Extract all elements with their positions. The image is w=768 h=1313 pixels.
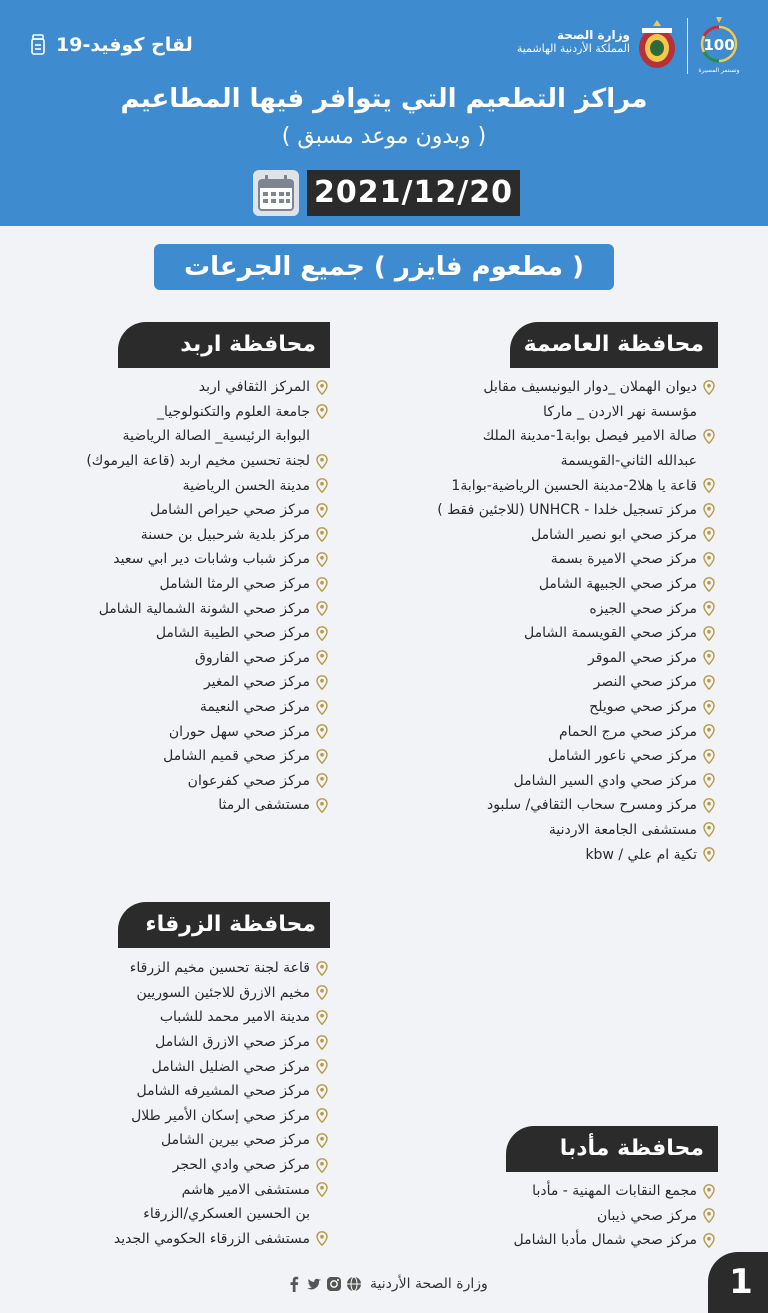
center-item [86, 769, 328, 794]
center-item [437, 498, 715, 523]
location-pin-icon [703, 650, 715, 665]
location-pin-icon [703, 527, 715, 542]
location-pin-icon [703, 429, 715, 444]
location-pin-icon [316, 404, 328, 419]
location-pin-icon [703, 503, 715, 518]
location-pin-icon [316, 527, 328, 542]
center-name: مركز صحي بيرين الشامل [161, 1132, 310, 1149]
center-name: مستشفى الرمثا [218, 797, 310, 814]
covid-label-text: لقاح كوفيد-19 [56, 34, 193, 56]
location-pin-icon [316, 1010, 328, 1025]
location-pin-icon [703, 1233, 715, 1248]
location-pin-icon [703, 675, 715, 690]
center-name: مركز صحي المغير [203, 674, 310, 691]
center-item [437, 744, 715, 769]
location-pin-icon [703, 847, 715, 862]
location-pin-icon [703, 1208, 715, 1223]
center-name: مركز صحي الازرق الشامل [155, 1034, 310, 1051]
location-pin-icon [316, 577, 328, 592]
vaccine-banner: ( مطعوم فايزر ) جميع الجرعات [154, 244, 614, 290]
location-pin-icon [703, 700, 715, 715]
center-item [437, 523, 715, 548]
center-name: مركز صحي الطيبة الشامل [155, 625, 310, 642]
location-pin-icon [703, 380, 715, 395]
facebook-icon[interactable] [286, 1276, 302, 1292]
location-pin-icon [316, 798, 328, 813]
location-pin-icon [316, 985, 328, 1000]
location-pin-icon [316, 650, 328, 665]
center-item [114, 1054, 328, 1079]
center-name: قاعة لجنة تحسين مخيم الزرقاء [129, 960, 310, 977]
center-name: مدينة الامير محمد للشباب [159, 1009, 310, 1026]
center-name: مركز صحي إسكان الأمير طلال [131, 1107, 310, 1124]
center-item [114, 1005, 328, 1030]
center-name: جامعة العلوم والتكنولوجيا_ [157, 403, 310, 420]
centennial-text: وتستمر المسيرة [698, 67, 740, 74]
center-item [437, 473, 715, 498]
location-pin-icon [316, 700, 328, 715]
center-item [514, 1228, 715, 1253]
center-name: مركز صحي النصر [593, 674, 697, 691]
location-pin-icon [316, 749, 328, 764]
svg-text:100: 100 [703, 36, 735, 54]
center-item [437, 449, 715, 474]
center-name: قاعة يا هلا2-مدينة الحسين الرياضية-بوابة1 [451, 477, 697, 494]
location-pin-icon [703, 601, 715, 616]
location-pin-icon [316, 626, 328, 641]
madaba-centers-list [514, 1179, 715, 1253]
location-pin-icon [316, 773, 328, 788]
location-pin-icon [316, 1108, 328, 1123]
center-item [114, 1227, 328, 1252]
center-name: مركز شباب وشابات دير ابي سعيد [113, 551, 310, 568]
center-item [437, 375, 715, 400]
center-name: مركز صحي حيراص الشامل [150, 502, 310, 519]
location-pin-icon [316, 380, 328, 395]
center-item [437, 400, 715, 425]
center-name: مركز صحي ذيبان [596, 1207, 697, 1224]
center-item [437, 695, 715, 720]
center-item [86, 449, 328, 474]
location-pin-icon [703, 798, 715, 813]
location-pin-icon [316, 675, 328, 690]
center-item [514, 1204, 715, 1229]
center-name: مؤسسة نهر الاردن _ ماركا [543, 403, 697, 420]
center-item [437, 842, 715, 867]
center-name: مركز صحي الموقر [587, 649, 697, 666]
location-pin-icon [703, 577, 715, 592]
center-item [437, 596, 715, 621]
center-name: مركز صحي صويلح [589, 699, 697, 716]
center-item [86, 596, 328, 621]
center-name: مركز صحي الفاروق [195, 649, 310, 666]
location-pin-icon [316, 478, 328, 493]
center-item [437, 793, 715, 818]
globe-icon[interactable] [346, 1276, 362, 1292]
header-divider [687, 18, 688, 74]
center-name: مركز ومسرح سحاب الثقافي/ سلبود [487, 797, 697, 814]
center-item [437, 424, 715, 449]
center-item [114, 1153, 328, 1178]
irbid-centers-list [86, 375, 328, 818]
zarqa-centers-list [114, 956, 328, 1251]
center-item [437, 572, 715, 597]
center-name: مركز صحي سهل حوران [168, 723, 310, 740]
center-item [86, 375, 328, 400]
center-item [114, 1030, 328, 1055]
center-item [86, 572, 328, 597]
ministry-name: وزارة الصحة [556, 28, 630, 42]
center-name: صالة الامير فيصل بوابة1-مدينة الملك [482, 428, 697, 445]
center-item [437, 818, 715, 843]
location-pin-icon [703, 822, 715, 837]
capital-centers-list [437, 375, 715, 867]
center-item [437, 621, 715, 646]
location-pin-icon [316, 1133, 328, 1148]
center-name: مستشفى الزرقاء الحكومي الجديد [113, 1230, 310, 1247]
center-name: مركز تسجيل خلدا - UNHCR (للاجئين فقط ) [437, 502, 697, 519]
zarqa-section-title: محافظة الزرقاء [118, 902, 330, 948]
location-pin-icon [316, 1084, 328, 1099]
location-pin-icon [316, 552, 328, 567]
center-item [114, 1079, 328, 1104]
center-item [114, 1202, 328, 1227]
center-name: مركز صحي الاميرة بسمة [550, 551, 697, 568]
center-name: ديوان الهملان _دوار اليونيسيف مقابل [483, 379, 697, 396]
location-pin-icon [316, 1059, 328, 1074]
header [0, 0, 768, 226]
center-item [437, 769, 715, 794]
social-icons [286, 1276, 362, 1292]
instagram-icon[interactable] [326, 1276, 342, 1292]
twitter-icon[interactable] [306, 1276, 322, 1292]
center-item [114, 956, 328, 981]
page-subtitle: ( وبدون موعد مسبق ) [281, 124, 487, 149]
center-item [437, 547, 715, 572]
center-name: المركز الثقافي اربد [198, 379, 310, 396]
center-item [514, 1179, 715, 1204]
center-name: تكية ام علي / kbw [585, 846, 697, 863]
ministry-name-block [517, 28, 630, 56]
center-item [86, 646, 328, 671]
location-pin-icon [703, 773, 715, 788]
center-name: مركز صحي الضليل الشامل [151, 1058, 310, 1075]
location-pin-icon [703, 626, 715, 641]
center-name: مركز صحي وادي الحجر [172, 1157, 310, 1174]
footer-ministry-text: وزارة الصحة الأردنية [370, 1276, 488, 1292]
kingdom-name: المملكة الأردنية الهاشمية [516, 42, 630, 55]
location-pin-icon [316, 961, 328, 976]
page-number: 1 [708, 1252, 768, 1313]
center-name: لجنة تحسين مخيم اربد (قاعة اليرموك) [86, 453, 310, 470]
center-item [86, 547, 328, 572]
center-name: مستشفى الامير هاشم [181, 1181, 310, 1198]
center-name: مركز صحي كفرعوان [187, 772, 310, 789]
location-pin-icon [316, 724, 328, 739]
center-name: مركز صحي النعيمة [199, 699, 310, 716]
footer [286, 1276, 488, 1292]
center-name: بن الحسين العسكري/الزرقاء [143, 1206, 310, 1223]
center-item [86, 473, 328, 498]
center-name: مركز صحي ناعور الشامل [547, 748, 697, 765]
center-item [86, 498, 328, 523]
center-name: مركز صحي وادي السير الشامل [513, 772, 697, 789]
location-pin-icon [316, 1158, 328, 1173]
center-name: مركز صحي الجيزه [589, 600, 697, 617]
centennial-logo-icon [694, 14, 744, 76]
center-name: مركز صحي الشونة الشمالية الشامل [98, 600, 310, 617]
vaccine-vial-icon [28, 34, 48, 56]
location-pin-icon [703, 1184, 715, 1199]
center-item [114, 1104, 328, 1129]
center-item [86, 670, 328, 695]
center-item [86, 621, 328, 646]
location-pin-icon [316, 1035, 328, 1050]
center-name: مخيم الازرق للاجئين السوريين [136, 984, 310, 1001]
center-name: مستشفى الجامعة الاردنية [548, 821, 697, 838]
irbid-section-title: محافظة اربد [118, 322, 330, 368]
center-name: مركز صحي القويسمة الشامل [523, 625, 697, 642]
center-name: مركز صحي مرج الحمام [558, 723, 697, 740]
center-name: مركز صحي الرمثا الشامل [159, 576, 310, 593]
location-pin-icon [316, 503, 328, 518]
date-badge: 2021/12/20 [307, 170, 520, 216]
center-name: مركز بلدية شرحبيل بن حسنة [140, 526, 310, 543]
location-pin-icon [316, 601, 328, 616]
center-name: مدينة الحسن الرياضية [182, 477, 310, 494]
center-item [86, 424, 328, 449]
madaba-section-title: محافظة مأدبا [506, 1126, 718, 1172]
location-pin-icon [703, 749, 715, 764]
center-name: مركز صحي المشيرفه الشامل [136, 1083, 310, 1100]
capital-section-title: محافظة العاصمة [510, 322, 718, 368]
center-name: مجمع النقابات المهنية - مأدبا [532, 1183, 697, 1200]
center-item [86, 523, 328, 548]
center-item [437, 646, 715, 671]
center-name: البوابة الرئيسية_ الصالة الرياضية [122, 428, 310, 445]
center-name: مركز صحي قميم الشامل [163, 748, 310, 765]
center-item [86, 400, 328, 425]
page-title: مراكز التطعيم التي يتوافر فيها المطاعيم [120, 84, 648, 114]
jordan-emblem-icon [634, 16, 680, 72]
center-name: مركز صحي شمال مأدبا الشامل [513, 1232, 697, 1249]
center-item [437, 719, 715, 744]
center-item [114, 1177, 328, 1202]
center-item [86, 719, 328, 744]
calendar-icon [253, 170, 299, 216]
location-pin-icon [703, 724, 715, 739]
covid-vaccine-label [28, 34, 193, 56]
center-item [86, 793, 328, 818]
center-name: مركز صحي الجبيهة الشامل [538, 576, 697, 593]
location-pin-icon [316, 1182, 328, 1197]
center-item [86, 744, 328, 769]
location-pin-icon [316, 1231, 328, 1246]
location-pin-icon [316, 454, 328, 469]
location-pin-icon [703, 478, 715, 493]
center-name: مركز صحي ابو نصير الشامل [530, 526, 697, 543]
location-pin-icon [703, 552, 715, 567]
center-item [114, 981, 328, 1006]
center-item [114, 1128, 328, 1153]
center-item [86, 695, 328, 720]
center-name: عبدالله الثاني-القويسمة [560, 453, 697, 470]
center-item [437, 670, 715, 695]
